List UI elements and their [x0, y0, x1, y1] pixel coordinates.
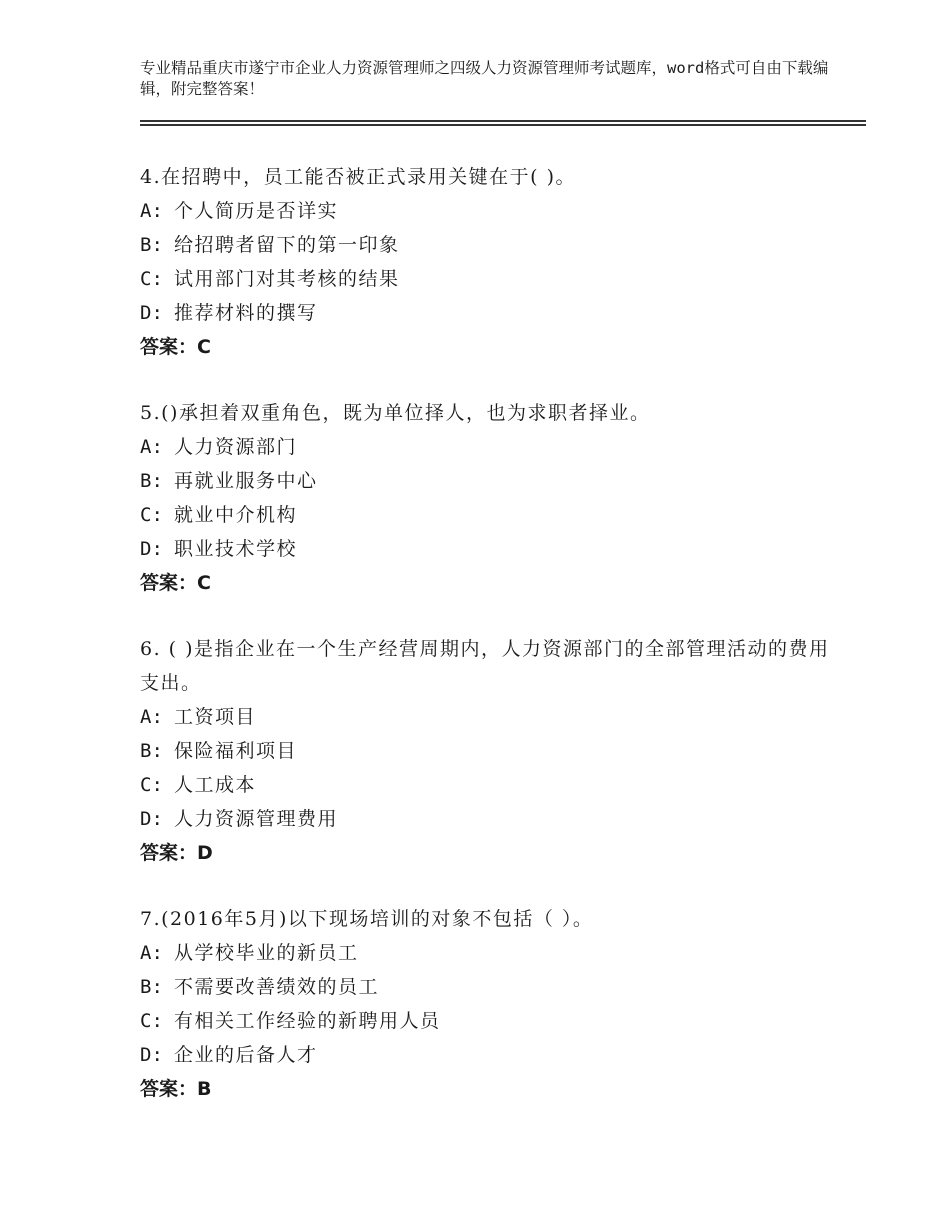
- option-key: D:: [140, 1044, 163, 1066]
- option-text: 有相关工作经验的新聘用人员: [174, 1010, 441, 1032]
- option-text: 从学校毕业的新员工: [174, 942, 359, 964]
- option-key: A:: [140, 706, 163, 728]
- option-text: 人力资源管理费用: [174, 808, 339, 830]
- answer-label: 答案：: [140, 842, 198, 864]
- option-text: 职业技术学校: [174, 538, 298, 560]
- question-4: [140, 160, 830, 364]
- option-c: [140, 1004, 830, 1038]
- answer-value: D: [197, 842, 213, 864]
- option-key: B:: [140, 740, 163, 762]
- question-text: 4.在招聘中，员工能否被正式录用关键在于( )。: [140, 166, 576, 188]
- answer-label: 答案：: [140, 572, 198, 594]
- option-key: A:: [140, 200, 163, 222]
- answer-label: 答案：: [140, 1078, 198, 1100]
- answer-line: [140, 836, 830, 870]
- option-a: [140, 700, 830, 734]
- answer-label: 答案：: [140, 336, 198, 358]
- option-text: 就业中介机构: [174, 504, 298, 526]
- option-a: [140, 430, 830, 464]
- option-c: [140, 262, 830, 296]
- option-c: [140, 768, 830, 802]
- option-text: 人力资源部门: [174, 436, 298, 458]
- option-text: 工资项目: [174, 706, 257, 728]
- option-text: 人工成本: [174, 774, 257, 796]
- option-key: C:: [140, 1010, 163, 1032]
- answer-line: [140, 566, 830, 600]
- option-b: [140, 228, 830, 262]
- question-text: 5.()承担着双重角色，既为单位择人，也为求职者择业。: [140, 402, 651, 424]
- answer-line: [140, 330, 830, 364]
- option-key: C:: [140, 504, 163, 526]
- option-key: A:: [140, 436, 163, 458]
- answer-value: C: [197, 572, 211, 594]
- option-b: [140, 734, 830, 768]
- option-key: B:: [140, 234, 163, 256]
- divider-line-bottom: [140, 124, 866, 126]
- question-5: [140, 396, 830, 600]
- question-7: [140, 902, 830, 1106]
- option-key: D:: [140, 302, 163, 324]
- document-header: [140, 58, 830, 100]
- option-text: 保险福利项目: [174, 740, 298, 762]
- option-text: 试用部门对其考核的结果: [174, 268, 400, 290]
- option-text: 企业的后备人才: [174, 1044, 318, 1066]
- option-key: D:: [140, 538, 163, 560]
- option-b: [140, 464, 830, 498]
- option-text: 不需要改善绩效的员工: [174, 976, 380, 998]
- option-d: [140, 1038, 830, 1072]
- question-list: [140, 160, 830, 1138]
- question-text: 6. ( )是指企业在一个生产经营周期内，人力资源部门的全部管理活动的费用支出。: [140, 638, 830, 694]
- option-d: [140, 296, 830, 330]
- document-title: 专业精品重庆市遂宁市企业人力资源管理师之四级人力资源管理师考试题库，word格式可自由下载编辑，附完整答案！: [140, 59, 829, 98]
- option-a: [140, 194, 830, 228]
- option-d: [140, 532, 830, 566]
- option-b: [140, 970, 830, 1004]
- option-text: 推荐材料的撰写: [174, 302, 318, 324]
- option-key: C:: [140, 268, 163, 290]
- header-divider: [140, 120, 866, 126]
- divider-line-top: [140, 120, 866, 122]
- option-c: [140, 498, 830, 532]
- answer-value: B: [197, 1078, 212, 1100]
- answer-line: [140, 1072, 830, 1106]
- option-key: B:: [140, 976, 163, 998]
- option-key: C:: [140, 774, 163, 796]
- option-key: D:: [140, 808, 163, 830]
- option-text: 给招聘者留下的第一印象: [174, 234, 400, 256]
- option-d: [140, 802, 830, 836]
- option-key: B:: [140, 470, 163, 492]
- option-key: A:: [140, 942, 163, 964]
- option-text: 再就业服务中心: [174, 470, 318, 492]
- option-text: 个人简历是否详实: [174, 200, 339, 222]
- question-6: [140, 632, 830, 870]
- question-text: 7.(2016年5月)以下现场培训的对象不包括（ ）。: [140, 908, 594, 930]
- answer-value: C: [197, 336, 211, 358]
- option-a: [140, 936, 830, 970]
